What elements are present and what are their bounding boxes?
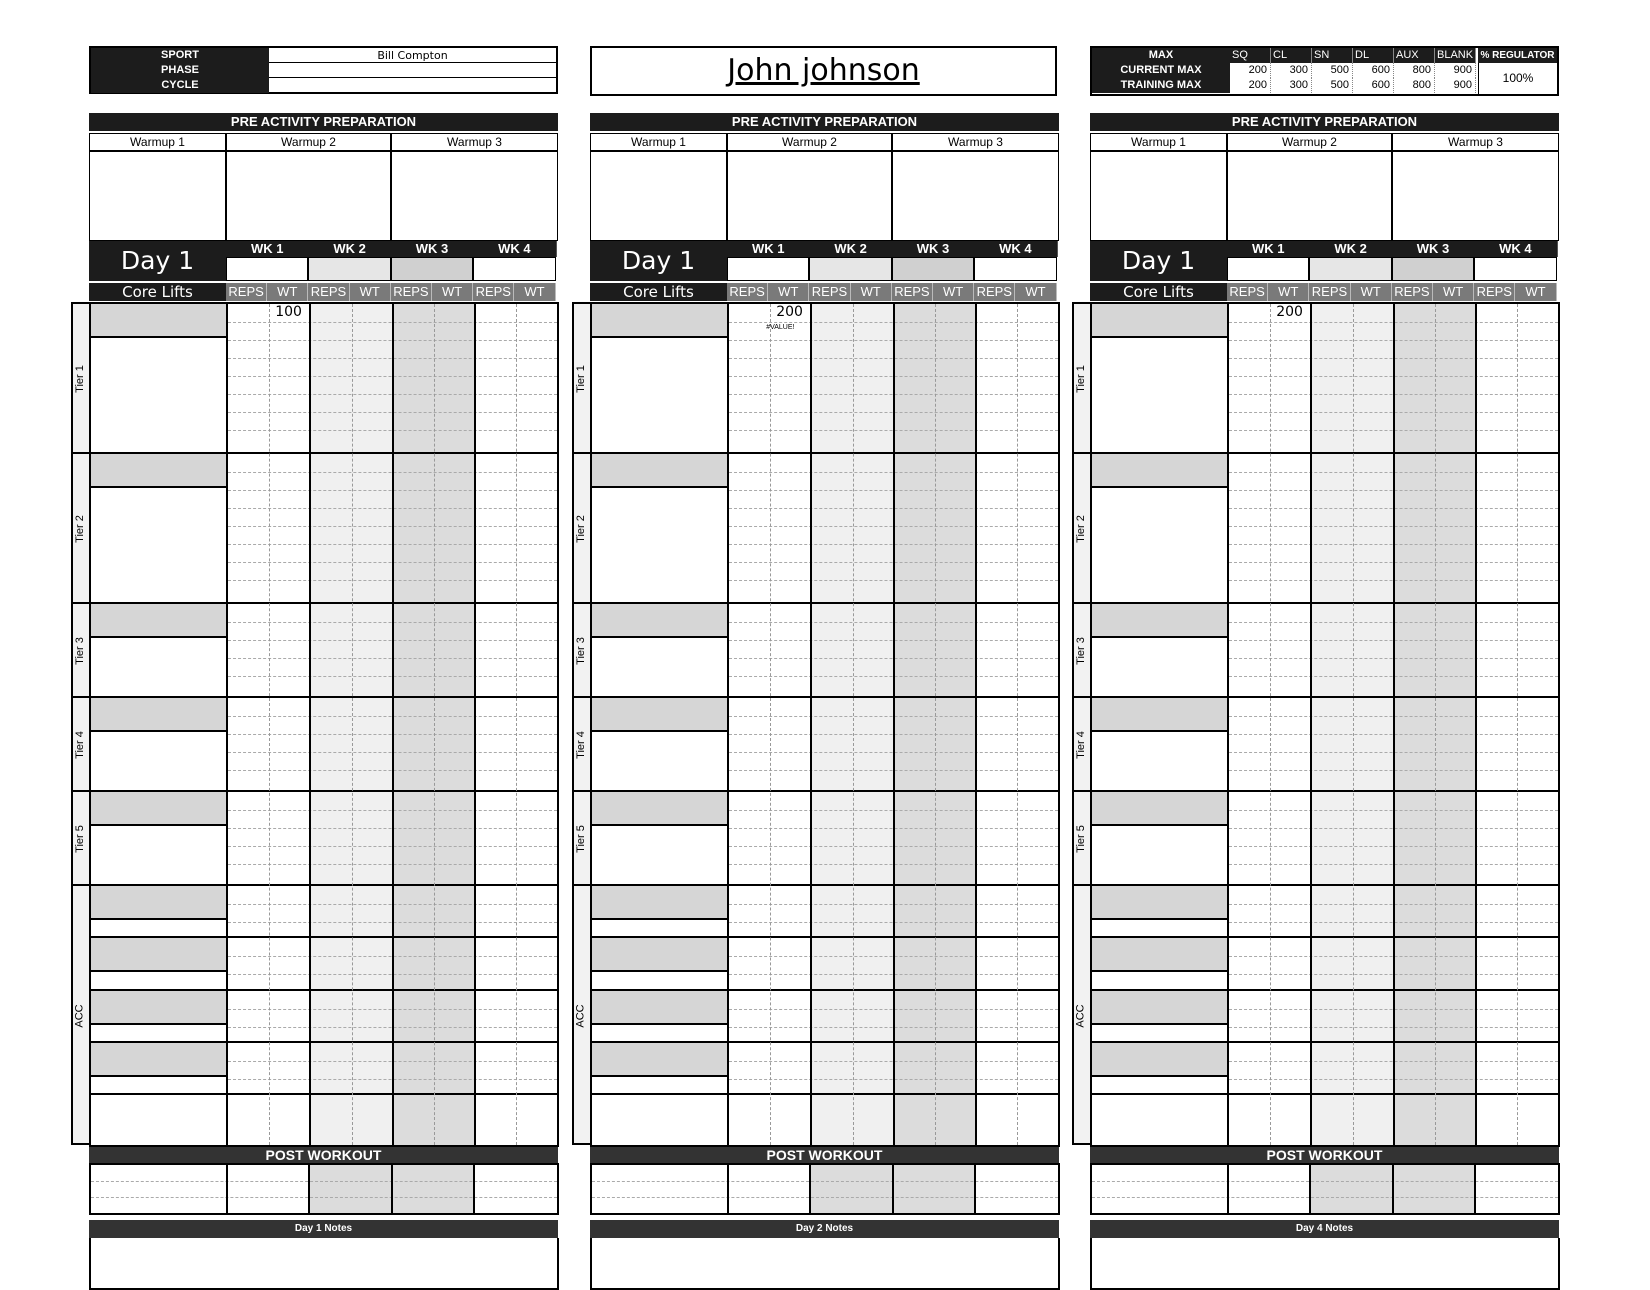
tier-label: Tier 4: [1075, 731, 1087, 759]
exercise-name-cell[interactable]: [592, 304, 729, 338]
exercise-name-cell[interactable]: [91, 604, 228, 638]
tier-label: Tier 5: [74, 825, 86, 853]
warmup-label: Warmup 2: [227, 134, 390, 152]
max-col-header: SQ: [1230, 48, 1271, 63]
exercise-name-cell[interactable]: [1092, 938, 1229, 972]
tier-label: Tier 4: [575, 731, 587, 759]
exercise-name-cell[interactable]: [592, 698, 729, 732]
reps-header: REPS: [473, 283, 514, 301]
training-max-value[interactable]: 800: [1394, 78, 1435, 93]
lift-grid: [1075, 302, 1560, 1147]
notes-box[interactable]: [1090, 1238, 1560, 1290]
exercise-name-cell[interactable]: [1092, 792, 1229, 826]
warmup-label: Warmup 1: [591, 134, 726, 152]
core-lifts-label: Core Lifts: [1090, 283, 1227, 301]
reps-header: REPS: [809, 283, 850, 301]
wt-header: WT: [768, 283, 809, 301]
tier-label: ACC: [74, 1003, 87, 1028]
tier-label: ACC: [1075, 1003, 1088, 1028]
warmup-box[interactable]: [89, 133, 226, 241]
first-wt-value[interactable]: 200: [1276, 304, 1303, 320]
max-table: [1090, 46, 1559, 96]
warmup-box[interactable]: [1227, 133, 1392, 241]
tier-label: Tier 4: [74, 731, 86, 759]
max-col-header: BLANK: [1435, 48, 1476, 63]
lift-grid: [575, 302, 1060, 1147]
week-label: WK 3: [892, 241, 975, 257]
warmup-label: Warmup 3: [893, 134, 1058, 152]
week-input[interactable]: [1392, 257, 1474, 281]
tier-label: Tier 2: [1075, 515, 1087, 543]
exercise-name-cell[interactable]: [91, 304, 228, 338]
current-max-value[interactable]: 600: [1353, 63, 1394, 78]
week-input[interactable]: [727, 257, 809, 281]
cycle-field[interactable]: [269, 78, 556, 93]
week-input[interactable]: [892, 257, 974, 281]
exercise-name-cell[interactable]: [1092, 698, 1229, 732]
reps-header: REPS: [1474, 283, 1515, 301]
training-max-value[interactable]: 600: [1353, 78, 1394, 93]
wt-header: WT: [851, 283, 892, 301]
week-label: WK 2: [308, 241, 391, 257]
post-workout-title: POST WORKOUT: [89, 1147, 558, 1163]
exercise-name-cell[interactable]: [1092, 454, 1229, 488]
cycle-label: CYCLE: [91, 78, 269, 93]
tier-label: Tier 5: [575, 825, 587, 853]
current-max-value[interactable]: 500: [1312, 63, 1353, 78]
tier-label: ACC: [575, 1003, 588, 1028]
day-panel: [74, 113, 559, 1246]
exercise-name-cell[interactable]: [91, 698, 228, 732]
pre-activity-title: PRE ACTIVITY PREPARATION: [89, 113, 558, 131]
notes-box[interactable]: [590, 1238, 1060, 1290]
core-lifts-label: Core Lifts: [590, 283, 727, 301]
week-input[interactable]: [974, 257, 1056, 281]
tier-label: Tier 3: [74, 637, 86, 665]
post-workout-title: POST WORKOUT: [590, 1147, 1059, 1163]
athlete-name-box[interactable]: [590, 46, 1057, 96]
max-col-header: CL: [1271, 48, 1312, 63]
reps-header: REPS: [226, 283, 267, 301]
pre-activity-title: PRE ACTIVITY PREPARATION: [590, 113, 1059, 131]
current-max-value[interactable]: 200: [1230, 63, 1271, 78]
exercise-name-cell[interactable]: [91, 886, 228, 920]
exercise-name-cell[interactable]: [592, 454, 729, 488]
athlete-name: John johnson: [727, 53, 920, 88]
tier-label: Tier 3: [1075, 637, 1087, 665]
max-col-header: DL: [1353, 48, 1394, 63]
training-max-value[interactable]: 200: [1230, 78, 1271, 93]
pre-activity-title: PRE ACTIVITY PREPARATION: [1090, 113, 1559, 131]
wt-header: WT: [1268, 283, 1309, 301]
post-workout-title: POST WORKOUT: [1090, 1147, 1559, 1163]
wt-header: WT: [1433, 283, 1474, 301]
warmup-box[interactable]: [391, 133, 558, 241]
phase-field[interactable]: [269, 63, 556, 78]
exercise-name-cell[interactable]: [91, 938, 228, 972]
training-max-value[interactable]: 300: [1271, 78, 1312, 93]
reps-header: REPS: [727, 283, 768, 301]
tier-label: Tier 1: [575, 365, 587, 393]
exercise-name-cell[interactable]: [592, 604, 729, 638]
training-max-label: TRAINING MAX: [1092, 78, 1230, 93]
day-panel: [575, 113, 1060, 1246]
wt-header: WT: [933, 283, 974, 301]
warmup-label: Warmup 3: [392, 134, 557, 152]
max-title: MAX: [1092, 48, 1230, 63]
max-col-header: AUX: [1394, 48, 1435, 63]
warmup-box[interactable]: [226, 133, 391, 241]
current-max-value[interactable]: 800: [1394, 63, 1435, 78]
post-workout-grid[interactable]: [89, 1163, 559, 1215]
week-input[interactable]: [391, 257, 473, 281]
week-label: WK 2: [809, 241, 892, 257]
warmup-box[interactable]: [892, 133, 1059, 241]
current-max-label: CURRENT MAX: [1092, 63, 1230, 78]
week-input[interactable]: [1227, 257, 1309, 281]
program-info-table: [89, 46, 558, 94]
reps-header: REPS: [1309, 283, 1350, 301]
current-max-value[interactable]: 900: [1435, 63, 1476, 78]
exercise-name-cell[interactable]: [1092, 991, 1229, 1025]
exercise-name-cell[interactable]: [1092, 1043, 1229, 1077]
wt-header: WT: [432, 283, 473, 301]
week-input[interactable]: [226, 257, 308, 281]
day-label: Day 1: [1090, 241, 1227, 281]
post-workout-grid[interactable]: [1090, 1163, 1560, 1215]
tier-label: Tier 2: [575, 515, 587, 543]
exercise-name-cell[interactable]: [592, 1043, 729, 1077]
warmup-label: Warmup 2: [1228, 134, 1391, 152]
week-label: WK 1: [727, 241, 810, 257]
wt-header: WT: [1015, 283, 1056, 301]
warmup-label: Warmup 3: [1393, 134, 1558, 152]
first-wt-value[interactable]: 200: [776, 304, 803, 320]
tier-label: Tier 5: [1075, 825, 1087, 853]
wt-header: WT: [267, 283, 308, 301]
warmup-label: Warmup 1: [1091, 134, 1226, 152]
exercise-name-cell[interactable]: [91, 454, 228, 488]
tier-label: Tier 1: [1075, 365, 1087, 393]
reps-header: REPS: [391, 283, 432, 301]
tier-label: Tier 2: [74, 515, 86, 543]
notes-box[interactable]: [89, 1238, 559, 1290]
week-label: WK 1: [1227, 241, 1310, 257]
week-label: WK 3: [391, 241, 474, 257]
notes-title: Day 4 Notes: [1090, 1220, 1559, 1238]
week-input[interactable]: [809, 257, 891, 281]
wt-header: WT: [350, 283, 391, 301]
week-input[interactable]: [473, 257, 555, 281]
sport-label: SPORT: [91, 48, 269, 63]
post-workout-grid[interactable]: [590, 1163, 1060, 1215]
exercise-name-cell[interactable]: [91, 991, 228, 1025]
regulator-value[interactable]: 100%: [1478, 63, 1557, 94]
exercise-name-cell[interactable]: [91, 1043, 228, 1077]
exercise-name-cell[interactable]: [592, 792, 729, 826]
current-max-value[interactable]: 300: [1271, 63, 1312, 78]
lift-grid: [74, 302, 559, 1147]
warmup-box[interactable]: [727, 133, 892, 241]
reps-header: REPS: [1227, 283, 1268, 301]
reps-header: REPS: [308, 283, 349, 301]
phase-label: PHASE: [91, 63, 269, 78]
week-label: WK 4: [974, 241, 1057, 257]
week-label: WK 4: [1474, 241, 1557, 257]
week-label: WK 4: [473, 241, 556, 257]
first-wt-error: #VALUE!: [766, 324, 795, 331]
reps-header: REPS: [892, 283, 933, 301]
warmup-box[interactable]: [1392, 133, 1559, 241]
max-col-header: SN: [1312, 48, 1353, 63]
warmup-label: Warmup 2: [728, 134, 891, 152]
tier-label: Tier 1: [74, 365, 86, 393]
sport-field[interactable]: Bill Compton: [269, 48, 556, 63]
reps-header: REPS: [1392, 283, 1433, 301]
wt-header: WT: [1515, 283, 1556, 301]
exercise-name-cell[interactable]: [592, 938, 729, 972]
week-input[interactable]: [308, 257, 390, 281]
training-max-value[interactable]: 900: [1435, 78, 1476, 93]
exercise-name-cell[interactable]: [592, 886, 729, 920]
core-lifts-label: Core Lifts: [89, 283, 226, 301]
week-label: WK 2: [1309, 241, 1392, 257]
week-input[interactable]: [1309, 257, 1391, 281]
exercise-name-cell[interactable]: [1092, 886, 1229, 920]
first-wt-value[interactable]: 100: [275, 304, 302, 320]
notes-title: Day 1 Notes: [89, 1220, 558, 1238]
wt-header: WT: [514, 283, 555, 301]
tier-label: Tier 3: [575, 637, 587, 665]
week-label: WK 3: [1392, 241, 1475, 257]
day-panel: [1075, 113, 1560, 1246]
wt-header: WT: [1351, 283, 1392, 301]
exercise-name-cell[interactable]: [1092, 604, 1229, 638]
regulator-label: % REGULATOR: [1478, 48, 1557, 63]
training-max-value[interactable]: 500: [1312, 78, 1353, 93]
reps-header: REPS: [974, 283, 1015, 301]
notes-title: Day 2 Notes: [590, 1220, 1059, 1238]
exercise-name-cell[interactable]: [91, 792, 228, 826]
day-label: Day 1: [89, 241, 226, 281]
warmup-box[interactable]: [1090, 133, 1227, 241]
week-input[interactable]: [1474, 257, 1556, 281]
day-label: Day 1: [590, 241, 727, 281]
warmup-label: Warmup 1: [90, 134, 225, 152]
exercise-name-cell[interactable]: [592, 991, 729, 1025]
exercise-name-cell[interactable]: [1092, 304, 1229, 338]
warmup-box[interactable]: [590, 133, 727, 241]
week-label: WK 1: [226, 241, 309, 257]
